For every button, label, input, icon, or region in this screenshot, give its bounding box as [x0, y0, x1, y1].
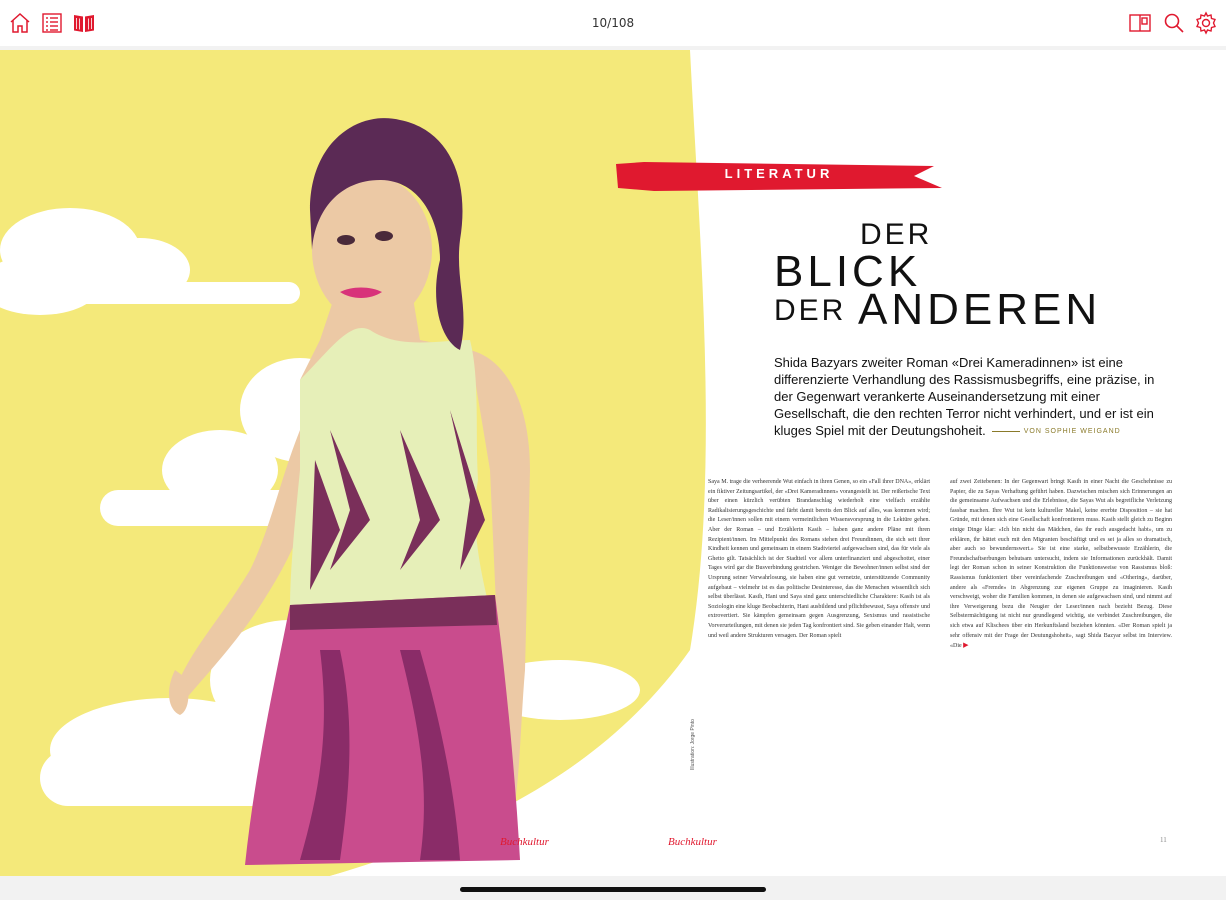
byline: VON SOPHIE WEIGAND [1023, 428, 1121, 436]
article-headline [772, 220, 1152, 334]
headline-blick: BLICK [774, 247, 922, 296]
rubric-label: LITERATUR [724, 166, 834, 181]
settings-icon[interactable] [1192, 9, 1220, 37]
spread-view-icon[interactable] [1126, 9, 1154, 37]
article-body [708, 478, 1172, 850]
headline-anderen: ANDEREN [858, 285, 1102, 334]
article-illustration [0, 50, 720, 876]
headline-der-2: DER [774, 294, 847, 327]
lead-text: Shida Bazyars zweiter Roman «Drei Kameradinnen» ist eine differenzierte Verhandlung des Rassismusbegriffs, eine präzise, in der Gegenwart verankerte Auseinandersetzung mit einer Gesellschaft, die den rechten Terror nicht verhindert, und er ist ein kluges Spiel mit der Deutungshoheit. [774, 355, 1155, 438]
byline-rule [992, 431, 1020, 432]
body-column-2 [950, 478, 1172, 652]
photo-credit: Illustration: Jorge Pinto [690, 719, 696, 770]
body-column-2-text: auf zwei Zeitebenen: In der Gegenwart bringt Kasih in einer Nacht die Geschehnisse zu Papier, die zu Sayas Verhaftung geführt haben. Dazwischen mischen sich Erinnerungen an die gemeinsame Aufwachsen und die Erlebnisse, die Sayas Wut als begreifliche Verletzung fassbar machen. Ihre Wut ist kein kultureller Makel, keine ererbte Disposition – sie hat Gründe, mit denen sich eine Gesellschaft konfrontieren muss. Kasih stellt gleich zu Beginn einige Dinge klar: «Ich bin nicht das Mädchen, das ihr euch ausgedacht habt», um zu erklären, ihr hättet euch mit den Migranten beschäftigt und es sei ja alles so dramatisch, aber auch so bewundernswert.» Sie ist eine starke, selbstbewusste Erzählerin, die Freundschaftserbungen behutsam untersucht, indem sie Informationen zurückhält. Damit legt der Roman schon in seiner Konstruktion die Funktionsweise von Rassismus bloß: Rassismus funktioniert über vereinfachende Zuschreibungen und «Othering», darüber, andere als «Fremde» in Abgrenzung zur eigenen Gruppe zu imaginieren. Kasih verschweigt, woher die Familien kommen, in denen sie aufgewachsen sind, und nimmt auf ihre Verweigerung bezu die Neugier der Leser/innen nach bezieht Bezug. Diese Selbstermächtigung ist nicht nur grundlegend wichtig, sie verbindet Zuschreibungen, die sich etwa auf Klischees über ein Herkunftsland beziehen könnten. «Der Roman spielt ja sehr offensiv mit der Frage der Deutungshoheit», sagt Shida Bazyar selbst im Interview. «Die [950, 479, 1172, 650]
footer-logo-right: Buchkultur [668, 836, 717, 848]
end-mark-icon: ▶ [963, 641, 969, 650]
article-lead [774, 354, 1160, 440]
footer-logo-left: Buchkultur [500, 836, 549, 848]
home-indicator[interactable] [460, 887, 766, 892]
page-counter: 10/108 [591, 16, 635, 30]
page-number: 11 [1160, 836, 1167, 844]
search-icon[interactable] [1160, 9, 1188, 37]
headline-der-1: DER [860, 218, 933, 251]
reader-toolbar [0, 0, 1226, 46]
magazine-spread [0, 50, 1226, 876]
body-column-1: Saya M. trage die verheerende Wut einfach in ihren Genen, so ein «Fall ihrer DNA», erklärt ein fiktiver Zeitungsartikel, der «Drei Kameradinnen» vorangestellt ist. Der reißerische Text über einen kürzlich verübten Brandanschlag wiederholt eine vielfach erzählte Radikalisierungsgeschichte und färbt damit bereits den Blick auf alles, was kommen wird; die Leser/innen sollen mit einem vermeintlichen Wissensvorsprung in die Lektüre gehen. Aber der Roman – und Erzählerin Kasih – haben ganz andere Pläne mit ihren Rezipient/innen. Im Mittelpunkt des Romans stehen drei Freundinnen, die sich seit ihrer Kindheit kennen und gemeinsam in einem Stadtviertel aufgewachsen sind, das für viele als Ghetto gilt. Tatsächlich ist der Stadtteil vor allem unterfinanziert und abgeschottet, einer Tages wird gar die Busverbindung gestrichen. Weniger die Bewohner/innen selbst sind der Ursprung seiner Verwahrlosung, sie haben eine gut vernetzte, unterstützende Community aufgebaut – vielmehr ist es das politische Desinteresse, das die Menschen wissentlich sich selbst überlässt. Kasih, Hani und Saya sind ganz unterschiedliche Charaktere: Kasih ist als Soziologin eine kluge Beobachterin, Hani ausbildend und pflichtbewusst, Saya offensiv und extrovertiert. Sie kämpfen gemeinsam gegen Ausgrenzung, Sexismus und rassistische Vorverurteilungen, mit denen sie jeden Tag konfrontiert sind. Sie geben einander Halt, wenn und weil andere Strukturen versagen. Der Roman spielt [708, 479, 930, 639]
